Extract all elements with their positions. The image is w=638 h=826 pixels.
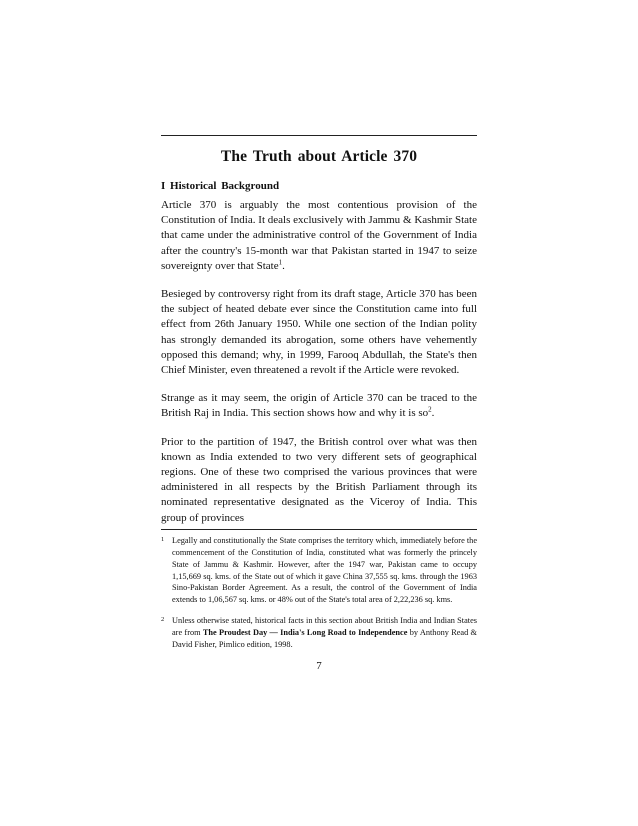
page-number: 7: [316, 660, 322, 673]
paragraph-3-end: .: [431, 407, 435, 420]
top-rule: [161, 135, 477, 136]
paragraph-2-text: Besieged by controversy right from its draft stage, Article 370 has been the subject of heated debate ever since the Constitution came into full effect from 26th January 1950. While one section of the Indian polity has strongly demanded its abrogation, some others have vehemently opposed this demand; why, in 1999, Farooq Abdullah, the State's then Chief Minister, even threatened a revolt if the Article were revoked.: [161, 288, 477, 377]
page-title: The Truth about Article 370: [220, 148, 418, 165]
footnote-1-mark: 1: [161, 535, 165, 543]
paragraph-4: [161, 435, 477, 526]
footnote-ref-2: 2: [428, 405, 432, 414]
footnote-1-text: Legally and constitutionally the State comprises the territory which, immediately before the commencement of the Constitution of India, constituted what was formerly the princely State of Jammu & Kashmir. However, after the 1947 war, Pakistan came to occupy 1,15,669 sq. kms. of the State out of which it gave China 37,555 sq. kms. through the 1963 Sino-Pakistan Border Agreement. As a result, the control of the Government of India extends to 1,06,567 sq. kms. or 48% out of the State's total area of 2,22,236 sq. kms.: [172, 535, 477, 605]
footnote-2-text-before: Unless otherwise stated, historical facts in this section about British India and Indian States are from: [172, 616, 477, 638]
paragraph-3: [161, 391, 477, 421]
paragraph-1: [161, 198, 477, 274]
footnote-ref-1: 1: [278, 258, 283, 267]
footnote-1: [161, 535, 477, 606]
paragraph-1-text: Article 370 is arguably the most contentious provision of the Constitution of India. It deals exclusively with Jammu & Kashmir State that came under the administrative control of the Government of India after the country's 15-month war that Pakistan started in 1947 to seize sovereignty over that State: [161, 199, 477, 272]
footnote-2: [161, 615, 477, 651]
footnote-2-mark: 2: [161, 616, 165, 624]
section-heading: I Historical Background: [161, 180, 280, 192]
paragraph-1-end: .: [282, 259, 285, 272]
paragraph-3-text: Strange as it may seem, the origin of Article 370 can be traced to the British Raj in India. This section shows how and why it is so: [161, 392, 477, 420]
paragraph-4-text: Prior to the partition of 1947, the British control over what was then known as India extended to two very different sets of geographical regions. One of these two comprised the various provinces that were administered in all respects by the British Parliament through its nominated representative designated as the Viceroy of India. This group of provinces: [161, 435, 477, 524]
footnotes: [161, 529, 477, 651]
paragraph-2: [161, 287, 477, 378]
footnote-2-book-title: The Proudest Day — India's Long Road to Independence: [202, 628, 408, 638]
document-page: [161, 135, 477, 672]
footnote-2-text-after: by Anthony Read & David Fisher, Pimlico edition, 1998.: [172, 628, 477, 650]
